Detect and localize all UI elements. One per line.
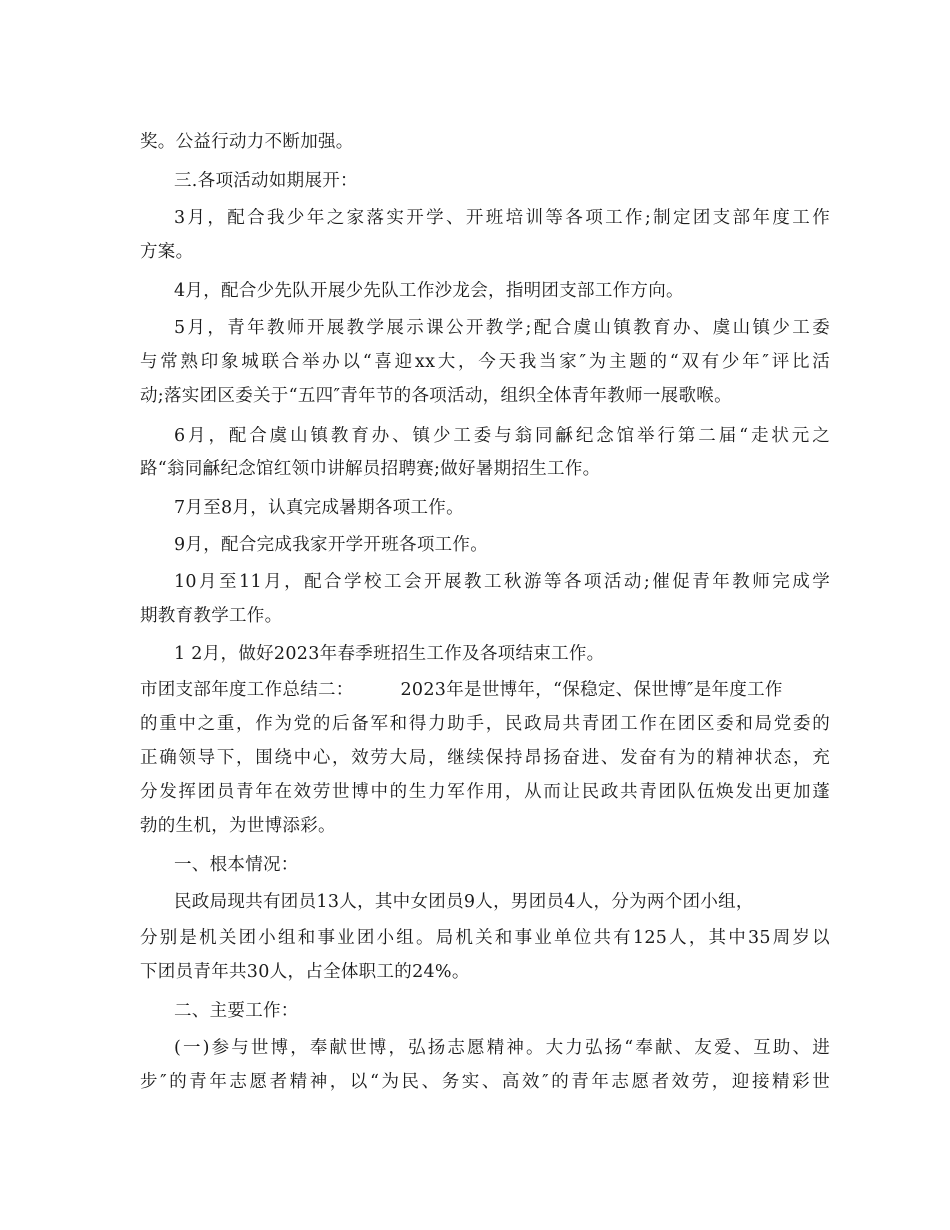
text-line: (一)参与世博，奉献世博，弘扬志愿精神。大力弘扬“奉献、友爱、互助、进 — [174, 1038, 830, 1058]
text-line: 7月至8月，认真完成暑期各项工作。 — [174, 498, 464, 518]
text-line: 下团员青年共30人，占全体职工的24%。 — [140, 962, 470, 982]
section-heading: 二、主要工作： — [174, 1001, 299, 1021]
text-line: 4月，配合少先队开展少先队工作沙龙会，指明团支部工作方向。 — [174, 281, 684, 301]
text-line: 分别是机关团小组和事业团小组。局机关和事业单位共有125人，其中35周岁以 — [140, 928, 830, 948]
text-line: 步″的青年志愿者精神，以“为民、务实、高效″的青年志愿者效劳，迎接精彩世 — [140, 1072, 830, 1092]
text-line: 与常熟印象城联合举办以“喜迎xx大，今天我当家″为主题的“双有少年″评比活 — [140, 352, 830, 372]
text-line: 路“翁同龢纪念馆红领巾讲解员招聘赛;做好暑期招生工作。 — [140, 459, 601, 479]
text-line: 的重中之重，作为党的后备军和得力助手，民政局共青团工作在团区委和局党委的 — [140, 714, 830, 734]
text-line: 6月，配合虞山镇教育办、镇少工委与翁同龢纪念馆举行第二届“走状元之 — [174, 426, 830, 446]
text-line: 9月，配合完成我家开学开班各项工作。 — [174, 535, 489, 555]
text-line: 正确领导下，围绕中心，效劳大局，继续保持昂扬奋进、发奋有为的精神状态，充 — [140, 748, 830, 768]
text-line: 期教育教学工作。 — [140, 606, 283, 626]
section-heading: 一、根本情况： — [174, 855, 299, 875]
text-line: 奖。公益行动力不断加强。 — [140, 132, 354, 152]
text-line: 5月，青年教师开展教学展示课公开教学;配合虞山镇教育办、虞山镇少工委 — [174, 318, 830, 338]
text-line: 民政局现共有团员13人，其中女团员9人，男团员4人，分为两个团小组， — [174, 892, 754, 912]
text-line: 动;落实团区委关于“五四″青年节的各项活动，组织全体青年教师一展歌喉。 — [140, 386, 732, 406]
text-line: 分发挥团员青年在效劳世博中的生力军作用，从而让民政共青团队伍焕发出更加蓬 — [140, 782, 830, 802]
text-line: 3月，配合我少年之家落实开学、开班培训等各项工作;制定团支部年度工作 — [174, 208, 830, 228]
text-line: 1 2月，做好2023年春季班招生工作及各项结束工作。 — [174, 644, 605, 664]
text-line: 方案。 — [140, 242, 194, 262]
section-heading: 三.各项活动如期展开： — [174, 171, 358, 191]
text-line: 勃的生机，为世博添彩。 — [140, 816, 336, 836]
text-line: 10月至11月，配合学校工会开展教工秋游等各项活动;催促青年教师完成学 — [174, 572, 830, 592]
section-title-line: 市团支部年度工作总结二： 2023年是世博年，“保稳定、保世博″是年度工作 — [140, 680, 783, 700]
